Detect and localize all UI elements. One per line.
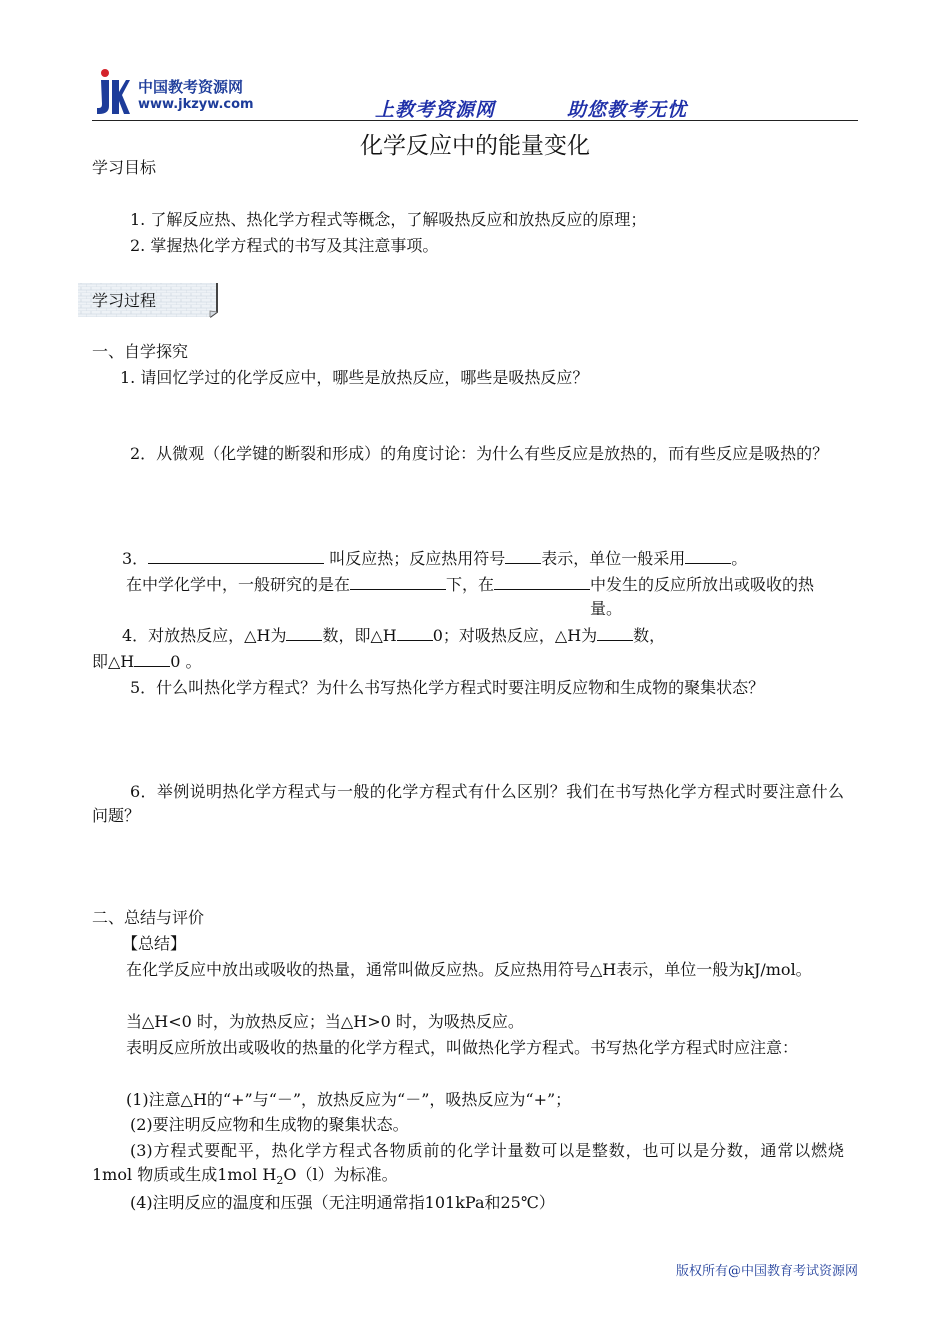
page-title: 化学反应中的能量变化 xyxy=(360,133,590,159)
blank-sign-exo[interactable] xyxy=(286,624,322,641)
q3b-text-1: 在中学化学中，一般研究的是在 xyxy=(126,575,351,594)
question-2: 2．从微观（化学键的断裂和形成）的角度讨论：为什么有些反应是放热的，而有些反应是吸热的？ xyxy=(130,444,829,463)
q3-text-2: 表示，单位一般采用 xyxy=(541,549,686,568)
note-1: (1)注意△H的“+”与“－”，放热反应为“－”，吸热反应为“+”； xyxy=(126,1090,572,1109)
note-3-text-end: O（l）为标准。 xyxy=(283,1165,398,1184)
summary-paragraph-3: 表明反应所放出或吸收的热量的化学方程式，叫做热化学方程式。书写热化学方程式时应注意： xyxy=(126,1038,799,1057)
blank-compare-exo[interactable] xyxy=(397,624,433,641)
question-1: 1. 请回忆学过的化学反应中，哪些是放热反应，哪些是吸热反应？ xyxy=(120,368,589,387)
question-3 xyxy=(122,547,747,571)
q4-text-4: 数， xyxy=(633,626,666,645)
goals-heading: 学习目标 xyxy=(92,158,157,177)
banner-label: 学习过程 xyxy=(92,291,157,310)
blank-symbol[interactable] xyxy=(505,547,541,564)
section2-heading: 二、总结与评价 xyxy=(92,908,205,927)
q4-text-5: 即△H xyxy=(92,652,135,671)
question-4 xyxy=(122,624,665,648)
q3b-text-2: 下，在 xyxy=(446,575,495,594)
footer-copyright: 版权所有@中国教育考试资源网 xyxy=(675,1264,858,1279)
note-3 xyxy=(92,1139,844,1193)
q3-prefix: 3． xyxy=(122,549,149,568)
slogan-right: 助您教考无忧 xyxy=(567,99,688,121)
blank-sign-endo[interactable] xyxy=(597,624,633,641)
note-4: (4)注明反应的温度和压强（无注明通常指101kPa和25℃） xyxy=(130,1193,555,1212)
goal-item-1: 1. 了解反应热、热化学方程式等概念，了解吸热反应和放热反应的原理； xyxy=(130,210,647,229)
note-2: (2)要注明反应物和生成物的聚集状态。 xyxy=(130,1115,409,1134)
q3b-text-3: 中发生的反应所放出或吸收的热量。 xyxy=(590,575,815,618)
q3-text-1: 叫反应热；反应热用符号 xyxy=(324,549,506,568)
blank-condition-1[interactable] xyxy=(350,573,446,590)
note-3-text: (3)方程式要配平，热化学方程式各物质前的化学计量数可以是整数，也可以是分数，通常以燃烧1mol 物质或生成1mol H xyxy=(92,1141,844,1184)
blank-compare-endo[interactable] xyxy=(134,650,170,667)
summary-paragraph-2: 当△H<0 时，为放热反应；当△H>0 时，为吸热反应。 xyxy=(126,1012,524,1031)
logo-text: 中国教考资源网 xyxy=(138,78,244,96)
slogan-left: 上教考资源网 xyxy=(375,99,496,121)
header-divider xyxy=(92,120,858,121)
question-4-line2 xyxy=(92,650,202,674)
question-5: 5．什么叫热化学方程式？为什么书写热化学方程式时要注明反应物和生成物的聚集状态？ xyxy=(130,678,765,697)
summary-label: 【总结】 xyxy=(122,934,187,953)
q4-text-3: 0；对吸热反应，△H为 xyxy=(432,626,598,645)
goal-item-2: 2. 掌握热化学方程式的书写及其注意事项。 xyxy=(130,236,439,255)
blank-unit[interactable] xyxy=(685,547,731,564)
q3-text-3: 。 xyxy=(731,549,748,568)
blank-definition[interactable] xyxy=(148,547,324,564)
q4-text-6: 0 。 xyxy=(170,652,202,671)
q4-text-1: 4．对放热反应，△H为 xyxy=(122,626,287,645)
logo-url: www.jkzyw.com xyxy=(138,97,254,112)
jk-logo-icon xyxy=(95,68,130,116)
summary-paragraph-1: 在化学反应中放出或吸收的热量，通常叫做反应热。反应热用符号△H表示，单位一般为kJ/mol。 xyxy=(126,960,812,979)
question-6: 6．举例说明热化学方程式与一般的化学方程式有什么区别？我们在书写热化学方程式时要注意什么问题？ xyxy=(92,782,844,825)
question-3b-line1 xyxy=(126,573,820,621)
note-3-subscript: 2 xyxy=(276,1174,284,1188)
blank-condition-2[interactable] xyxy=(494,573,590,590)
q4-text-2: 数，即△H xyxy=(322,626,397,645)
section1-heading: 一、自学探究 xyxy=(92,342,189,361)
